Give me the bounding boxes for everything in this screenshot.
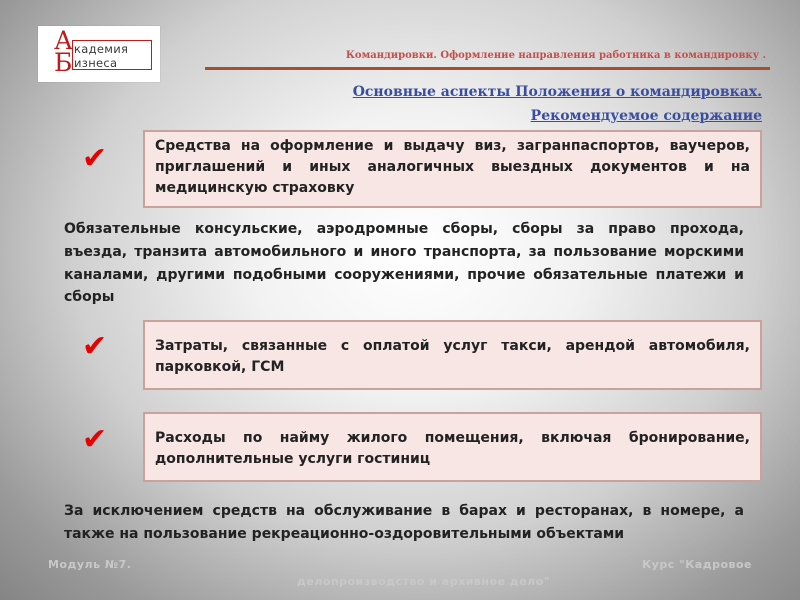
logo-text-top: кадемия <box>74 42 129 56</box>
logo-letter-a: А <box>54 26 73 55</box>
logo-letter-b: Б <box>54 48 73 77</box>
paragraph-fees: Обязательные консульские, аэродромные сборы, сборы за право прохода, въезда, транзита автомобильного и иного транспорта, за пользование морскими каналами, другими подобными сооружениями, прочие обязательные платежи и сборы <box>64 221 744 306</box>
checkmark-icon: ✔ <box>82 422 108 457</box>
item-box-housing: Расходы по найму жилого помещения, включая бронирование, дополнительные услуги гостиниц <box>143 412 762 482</box>
item-box-visas: Средства на оформление и выдачу виз, загранпаспортов, ваучеров, приглашений и иных аналогичных выездных документов и на медицинскую страховку <box>143 130 762 208</box>
checkmark-icon: ✔ <box>82 141 108 176</box>
footer-module: Модуль №7. <box>48 558 132 571</box>
checkmark-icon: ✔ <box>82 329 108 364</box>
footer-course-line2: делопроизводство и архивное дело" <box>297 575 550 588</box>
header-divider <box>205 67 770 70</box>
logo-text-bottom: изнеса <box>74 56 118 70</box>
item-box-taxi: Затраты, связанные с оплатой услуг такси, арендой автомобиля, парковкой, ГСМ <box>143 320 762 390</box>
footer-course-line1: Курс "Кадровое <box>642 558 752 571</box>
academy-logo <box>38 26 160 82</box>
subheading-aspects: Основные аспекты Положения о командировках. <box>352 84 762 100</box>
slide-header-title: Командировки. Оформление направления работника в командировку . <box>345 50 766 61</box>
paragraph-exclusions: За исключением средств на обслуживание в барах и ресторанах, в номере, а также на пользование рекреационно-оздоровительными объектами <box>64 503 744 542</box>
subheading-recommended: Рекомендуемое содержание <box>530 108 762 124</box>
